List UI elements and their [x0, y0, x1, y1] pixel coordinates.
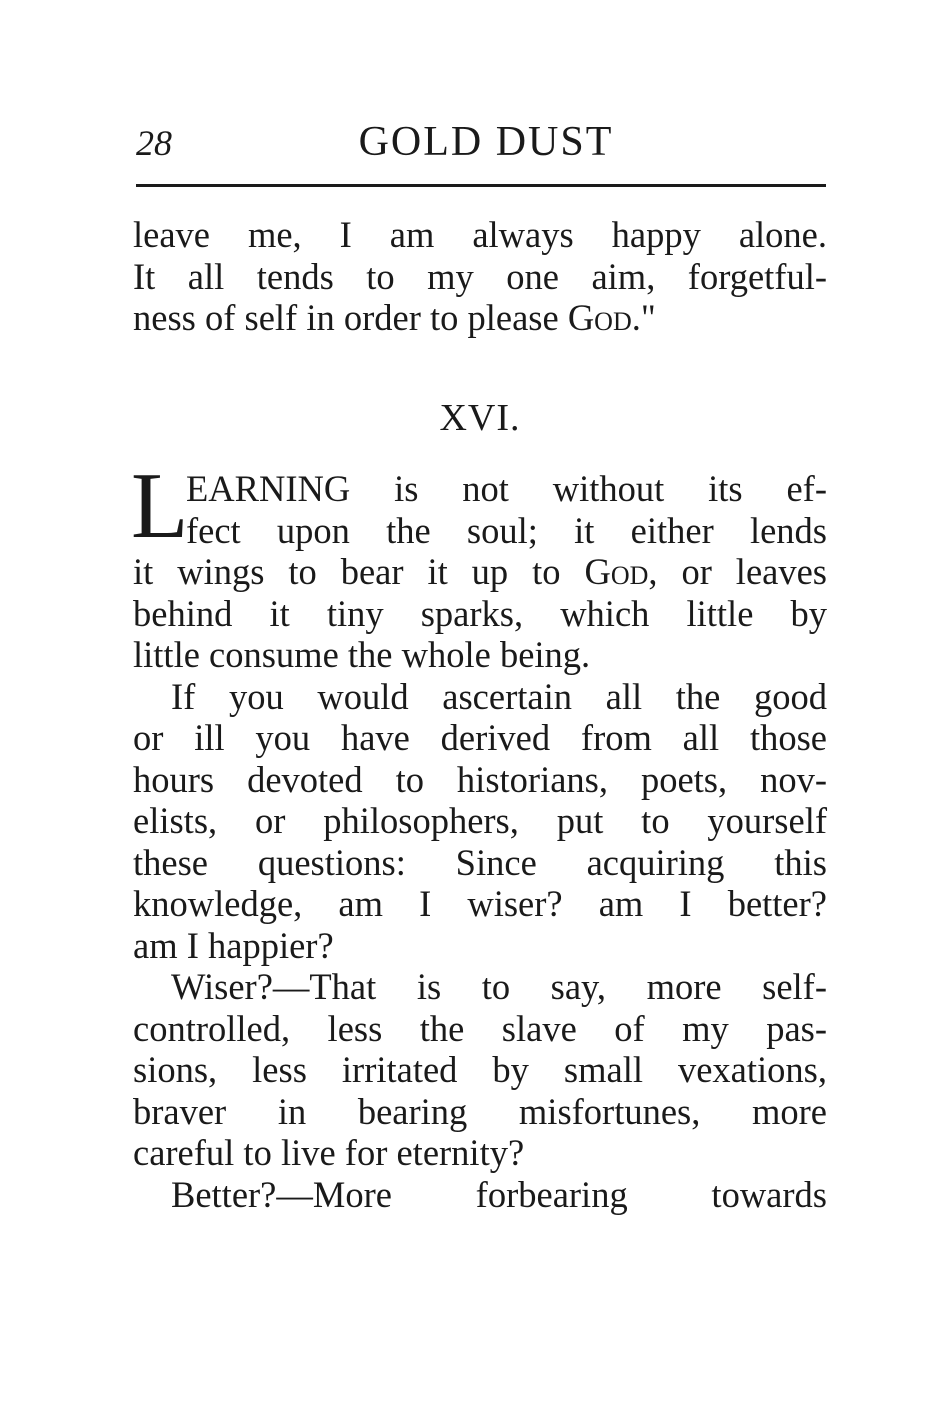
text-line: braver in bearing misfortunes, more [133, 1090, 827, 1132]
section-body [133, 551, 827, 1215]
section-heading: XVI. [439, 397, 521, 439]
text-line: leave me, I am always happy alone. [133, 214, 827, 255]
text-line: If you would ascertain all the good [171, 675, 827, 717]
text-line: sions, less irritated by small vexations, [133, 1049, 827, 1090]
text-line: hours devoted to historians, poets, nov- [133, 758, 827, 800]
text-line: am I happier? [133, 924, 334, 966]
text-line [133, 551, 827, 593]
continuation-paragraph [133, 214, 827, 339]
running-title: GOLD DUST [358, 119, 614, 165]
drop-cap-lines [186, 468, 827, 551]
header-rule [136, 184, 826, 187]
text-line: Wiser?—That is to say, more self- [171, 966, 827, 1007]
text-line: careful to live for eternity? [133, 1132, 525, 1173]
text-line: behind it tiny sparks, which little by [133, 592, 827, 634]
text-segment: ." [631, 297, 656, 338]
text-segment: ness of self in order to please [133, 297, 568, 338]
drop-cap: L [131, 454, 189, 558]
text-line [133, 297, 827, 339]
text-segment: it wings to bear it up to [133, 551, 585, 592]
text-segment: , or leaves [648, 551, 828, 592]
text-line: controlled, less the slave of my pas- [133, 1007, 827, 1049]
small-caps-word: God [584, 551, 649, 592]
text-line: these questions: Since acquiring this [133, 841, 827, 883]
text-line: EARNING is not without its ef- [186, 468, 827, 509]
text-line: little consume the whole being. [133, 634, 591, 675]
text-line: Better?—More forbearing towards [171, 1173, 827, 1215]
page-header [136, 118, 826, 170]
text-line: or ill you have derived from all those [133, 717, 827, 758]
text-line: elists, or philosophers, put to yourself [133, 800, 827, 841]
page-number: 28 [136, 123, 172, 163]
small-caps-word: God [567, 297, 632, 338]
text-line: It all tends to my one aim, forgetful- [133, 255, 827, 297]
text-line: fect upon the soul; it either lends [186, 509, 827, 551]
text-line: knowledge, am I wiser? am I better? [133, 883, 827, 924]
